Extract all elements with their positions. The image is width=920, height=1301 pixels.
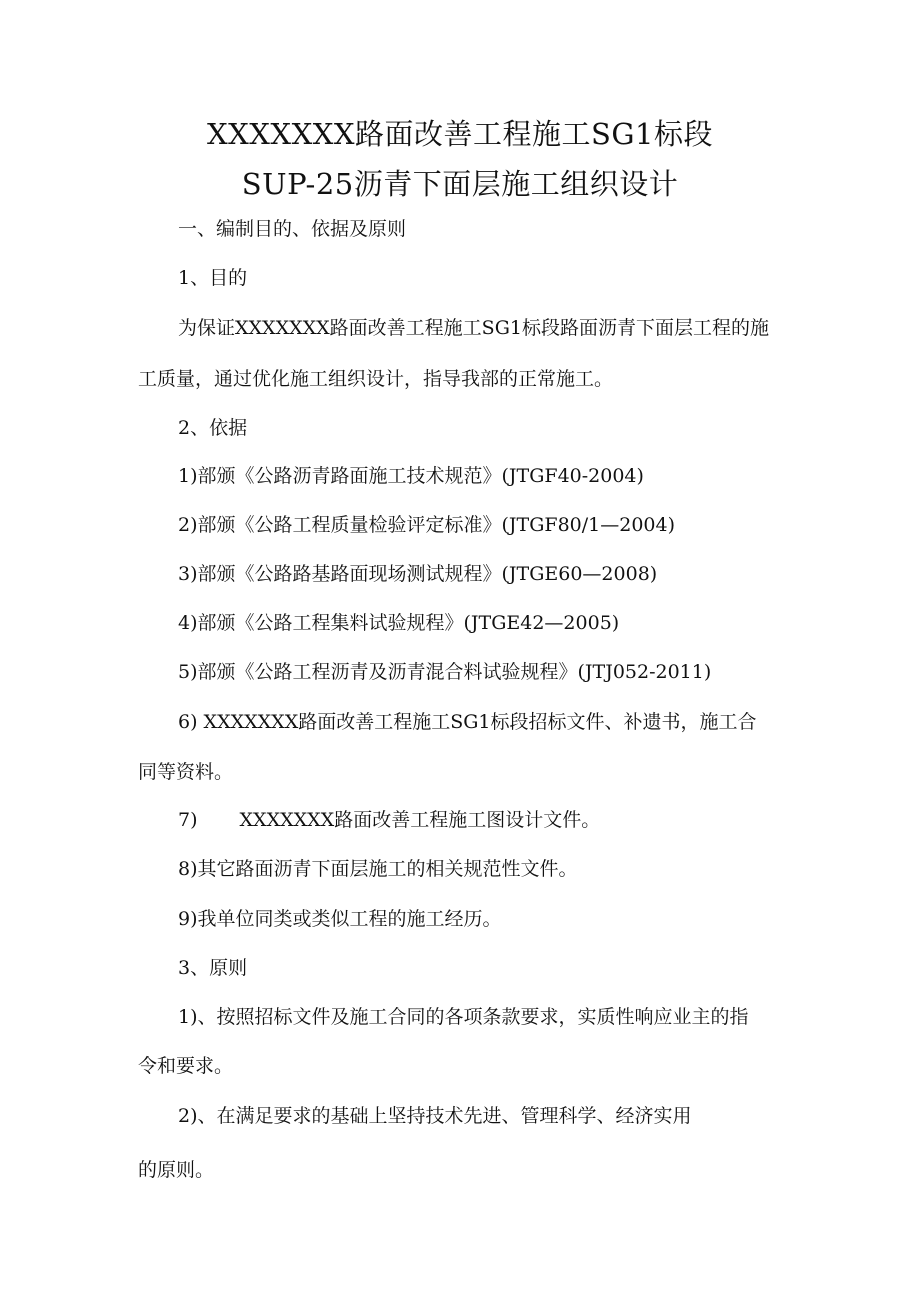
basis-item-2: 2)部颁《公路工程质量检验评定标准》(JTGF80/1—2004) xyxy=(178,514,675,536)
basis-item-5: 5)部颁《公路工程沥青及沥青混合料试验规程》(JTJ052-2011) xyxy=(178,661,712,683)
basis-item-9: 9)我单位同类或类似工程的施工经历。 xyxy=(178,908,502,930)
basis-item-3: 3)部颁《公路路基路面现场测试规程》(JTGE60—2008) xyxy=(178,563,658,585)
document-title-line1: XXXXXXX路面改善工程施工SG1标段 xyxy=(206,117,713,151)
principle-item-1-line1: 1)、按照招标文件及施工合同的各项条款要求，实质性响应业主的指 xyxy=(178,1006,749,1028)
subsection-heading-basis: 2、依据 xyxy=(178,417,248,439)
basis-item-7-text: XXXXXXX路面改善工程施工图设计文件。 xyxy=(239,809,601,831)
purpose-paragraph-line1: 为保证XXXXXXX路面改善工程施工SG1标段路面沥青下面层工程的施 xyxy=(178,317,769,339)
basis-item-4: 4)部颁《公路工程集料试验规程》(JTGE42—2005) xyxy=(178,612,620,634)
document-title-line2: SUP-25沥青下面层施工组织设计 xyxy=(241,167,679,201)
principle-item-2-line2: 的原则。 xyxy=(138,1159,215,1181)
subsection-heading-principles: 3、原则 xyxy=(178,957,248,979)
subsection-heading-purpose: 1、目的 xyxy=(178,267,248,289)
section-heading-purpose-basis-principles: 一、编制目的、依据及原则 xyxy=(178,218,407,240)
basis-item-7-number: 7) xyxy=(178,809,198,831)
basis-item-1: 1)部颁《公路沥青路面施工技术规范》(JTGF40-2004) xyxy=(178,465,644,487)
basis-item-8: 8)其它路面沥青下面层施工的相关规范性文件。 xyxy=(178,858,578,880)
principle-item-1-line2: 令和要求。 xyxy=(138,1055,234,1077)
basis-item-6-line1: 6) XXXXXXX路面改善工程施工SG1标段招标文件、补遗书，施工合 xyxy=(178,711,757,733)
basis-item-7 xyxy=(178,807,600,833)
principle-item-2-line1: 2)、在满足要求的基础上坚持技术先进、管理科学、经济实用 xyxy=(178,1105,692,1127)
basis-item-6-line2: 同等资料。 xyxy=(138,761,234,783)
purpose-paragraph-line2: 工质量，通过优化施工组织设计，指导我部的正常施工。 xyxy=(138,368,614,390)
